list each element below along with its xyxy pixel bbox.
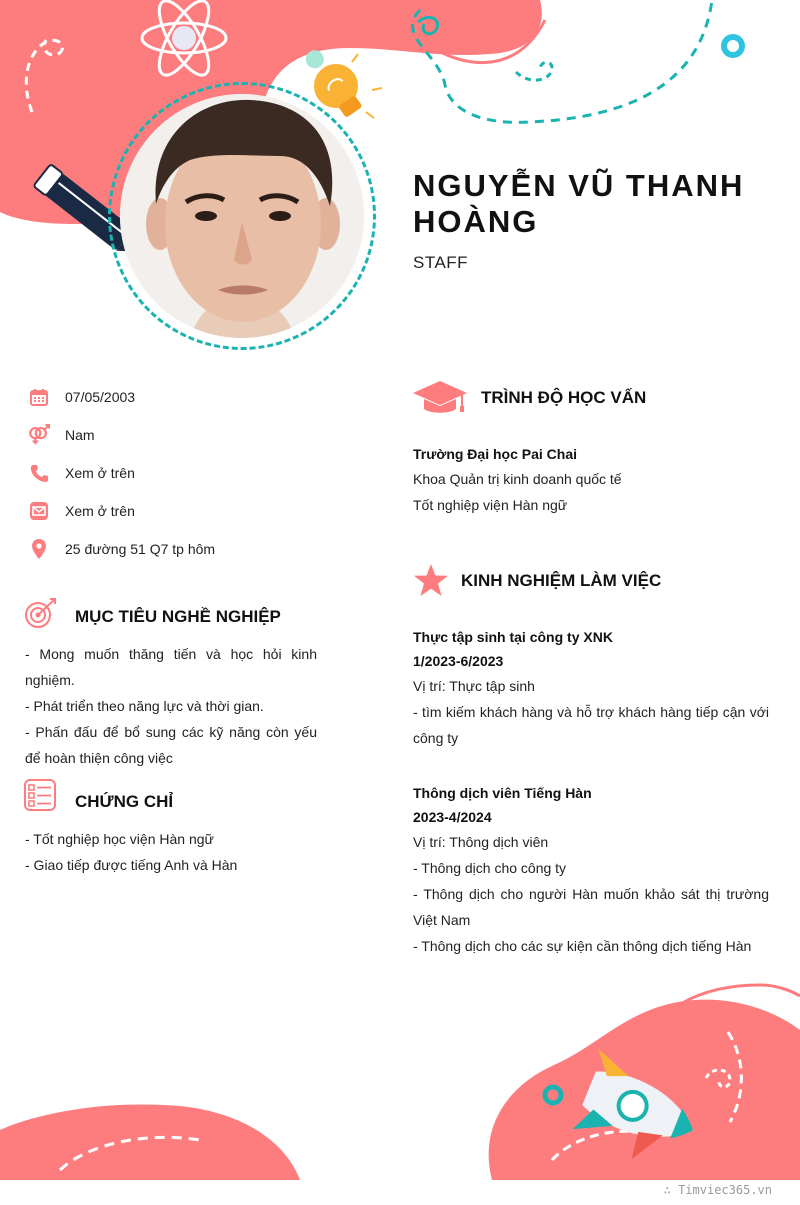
contact-gender <box>28 423 95 447</box>
education-title: TRÌNH ĐỘ HỌC VẤN <box>481 388 647 407</box>
certificates-title: CHỨNG CHỈ <box>75 792 174 811</box>
job-position: Vị trí: Thực tập sinh <box>413 678 535 694</box>
objective-line: - Phấn đấu để bổ sung các kỹ năng còn yếu để hoàn thiện công việc <box>25 724 317 766</box>
job-detail: - Thông dịch cho người Hàn muốn khảo sát thị trường Việt Nam <box>413 886 769 928</box>
gender-icon <box>28 424 50 446</box>
watermark: ∴ Timviec365.vn <box>663 1183 772 1197</box>
graduation-cap-icon <box>412 379 468 420</box>
contact-address <box>28 537 216 561</box>
education-school: Trường Đại học Pai Chai <box>413 446 578 462</box>
objective-content <box>25 641 317 771</box>
email-icon <box>28 500 50 522</box>
education-line: Khoa Quản trị kinh doanh quốc tế <box>413 471 622 487</box>
avatar <box>120 94 364 338</box>
job-detail: - Thông dịch cho công ty <box>413 860 567 876</box>
phone-text: Xem ở trên <box>65 465 135 481</box>
checklist-icon <box>24 779 56 816</box>
job-title: Thực tập sinh tại công ty XNK <box>413 629 613 645</box>
education-line: Tốt nghiệp viện Hàn ngữ <box>413 497 568 513</box>
objective-title: MỤC TIÊU NGHỀ NGHIỆP <box>75 607 281 626</box>
job-period: 1/2023-6/2023 <box>413 653 504 669</box>
birthday-text: 07/05/2003 <box>65 389 136 405</box>
address-text: 25 đường 51 Q7 tp hôm <box>65 541 216 557</box>
target-icon <box>24 597 58 634</box>
certificate-line: - Giao tiếp được tiếng Anh và Hàn <box>25 857 238 873</box>
certificate-line: - Tốt nghiệp học viện Hàn ngữ <box>25 831 214 847</box>
candidate-name: NGUYỄN VŨ THANH HOÀNG <box>413 168 745 239</box>
job-detail: - tìm kiếm khách hàng và hỗ trợ khách hàng tiếp cận với công ty <box>413 704 769 746</box>
contact-phone <box>28 461 135 485</box>
contact-email <box>28 499 135 523</box>
job-title: Thông dịch viên Tiếng Hàn <box>413 785 592 801</box>
objective-line: - Phát triển theo năng lực và thời gian. <box>25 698 264 714</box>
job-position: STAFF <box>413 253 469 272</box>
objective-line: - Mong muốn thăng tiến và học hỏi kinh nghiệm. <box>25 646 317 688</box>
education-content <box>413 466 773 518</box>
experience-job <box>413 625 769 751</box>
phone-icon <box>28 462 50 484</box>
job-detail: - Thông dịch cho các sự kiện cần thông dịch tiếng Hàn <box>413 938 752 954</box>
experience-title: KINH NGHIỆM LÀM VIỆC <box>461 571 662 590</box>
job-position: Vị trí: Thông dịch viên <box>413 834 549 850</box>
location-icon <box>28 538 50 560</box>
job-period: 2023-4/2024 <box>413 809 492 825</box>
experience-job <box>413 781 769 959</box>
star-icon <box>413 563 449 602</box>
email-text: Xem ở trên <box>65 503 135 519</box>
gender-text: Nam <box>65 427 95 443</box>
certificates-content <box>25 826 317 878</box>
calendar-icon <box>28 386 50 408</box>
contact-birthday <box>28 385 136 409</box>
